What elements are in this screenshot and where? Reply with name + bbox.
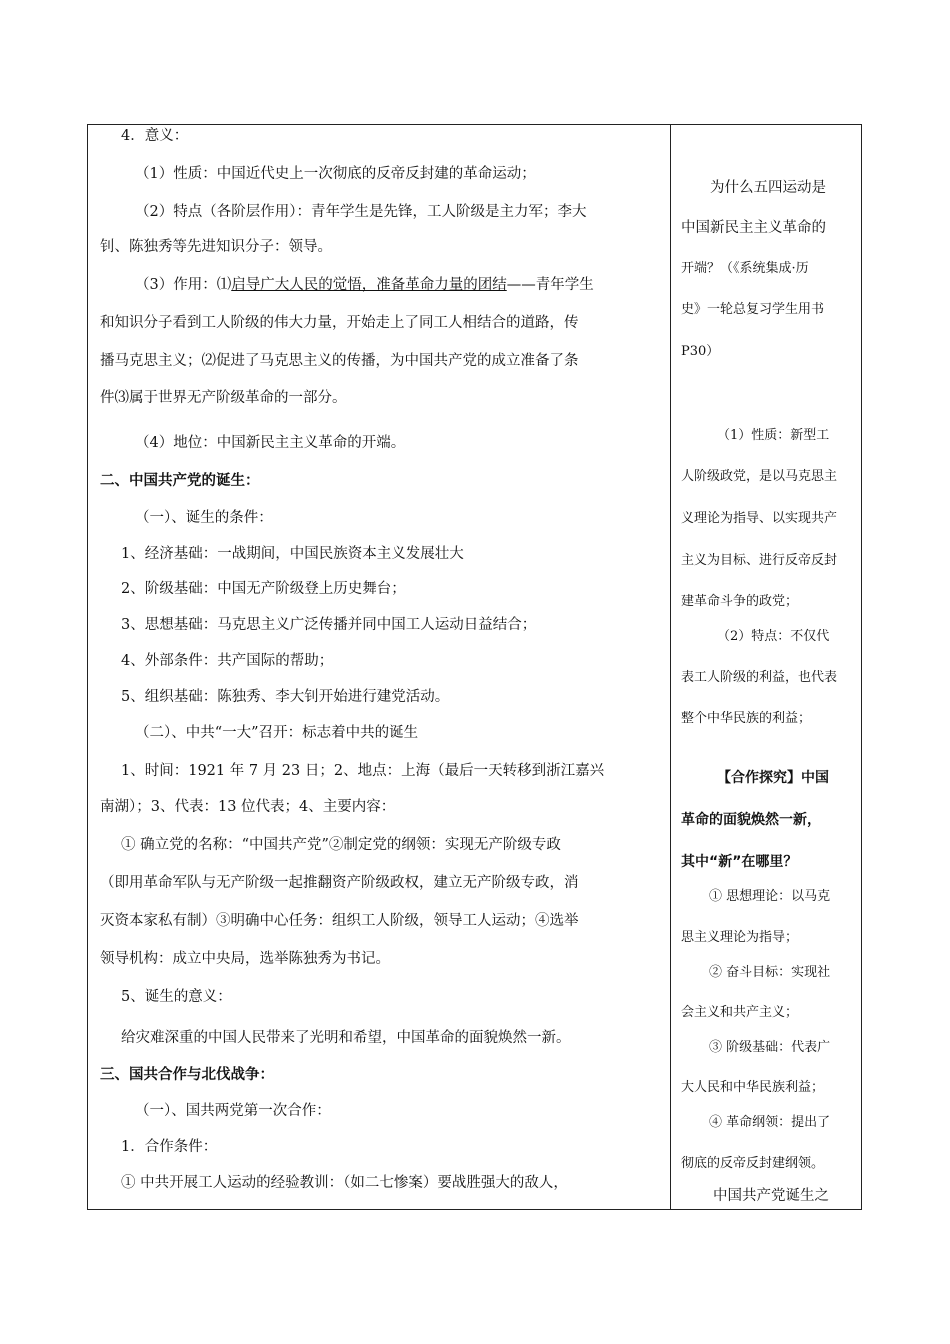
note-line: 思主义理论为指导； <box>681 930 799 945</box>
text-line: 灭资本家私有制）③明确中心任务：组织工人阶级，领导工人运动；④选举 <box>100 913 579 929</box>
note-line: ① 思想理论：以马克 <box>709 889 831 904</box>
text-span: （3）作用：⑴ <box>135 277 232 293</box>
note-line: 义理论为指导、以实现共产 <box>681 511 838 526</box>
text-line: （4）地位：中国新民主主义革命的开端。 <box>135 435 406 451</box>
text-line: （即用革命军队与无产阶级一起推翻资产阶级政权，建立无产阶级专政，消 <box>100 875 579 891</box>
text-span: ——青年学生 <box>506 277 594 293</box>
text-line <box>135 275 594 295</box>
note-line: ④ 革命纲领：提出了 <box>709 1115 831 1130</box>
text-line: （一）、诞生的条件： <box>135 510 273 526</box>
text-line: 领导机构：成立中央局，选举陈独秀为书记。 <box>100 951 390 967</box>
note-line: （2）特点：不仅代 <box>717 629 830 644</box>
note-heading: 【合作探究】中国 <box>717 770 829 786</box>
note-line: 整个中华民族的利益； <box>681 711 812 726</box>
text-line: 播马克思主义；⑵促进了马克思主义的传播，为中国共产党的成立准备了条 <box>100 353 579 369</box>
text-line: 件⑶属于世界无产阶级革命的一部分。 <box>100 390 347 406</box>
text-line: 和知识分子看到工人阶级的伟大力量，开始走上了同工人相结合的道路，传 <box>100 315 579 331</box>
text-line: 南湖）；3、代表：13 位代表；4、主要内容： <box>100 799 396 815</box>
text-line: 2、阶级基础：中国无产阶级登上历史舞台； <box>121 581 406 597</box>
text-line: 3、思想基础：马克思主义广泛传播并同中国工人运动日益结合； <box>121 617 537 633</box>
text-line: （2）特点（各阶层作用）：青年学生是先锋，工人阶级是主力军；李大 <box>135 204 587 220</box>
note-line: 开端？（《系统集成·历 <box>681 261 809 276</box>
note-line: 中国共产党诞生之 <box>713 1188 829 1204</box>
note-line: 大人民和中华民族利益； <box>681 1080 825 1095</box>
section-heading: 三、国共合作与北伐战争： <box>100 1067 274 1083</box>
text-line: ① 确立党的名称：“中国共产党”②制定党的纲领：实现无产阶级专政 <box>121 837 561 853</box>
note-line: 表工人阶级的利益，也代表 <box>681 670 838 685</box>
note-line: （1）性质：新型工 <box>717 428 830 443</box>
text-line: 钊、陈独秀等先进知识分子：领导。 <box>100 239 332 255</box>
note-line: P30） <box>681 344 720 359</box>
text-line: （1）性质：中国近代史上一次彻底的反帝反封建的革命运动； <box>135 166 536 182</box>
text-line: （一）、国共两党第一次合作： <box>135 1103 331 1119</box>
note-line: ③ 阶级基础：代表广 <box>709 1040 831 1055</box>
note-line: 主义为目标、进行反帝反封 <box>681 553 838 568</box>
note-line: 会主义和共产主义； <box>681 1005 799 1020</box>
note-heading: 其中“新”在哪里？ <box>681 854 798 870</box>
note-line: 彻底的反帝反封建纲领。 <box>681 1156 825 1171</box>
underlined-phrase: 启导广大人民的觉悟，准备革命力量的团结 <box>231 277 507 293</box>
section-heading: 二、中国共产党的诞生： <box>100 473 260 489</box>
note-line: ② 奋斗目标：实现社 <box>709 965 831 980</box>
text-line: ① 中共开展工人运动的经验教训：（如二七惨案）要战胜强大的敌人， <box>121 1175 568 1191</box>
text-line: 1、经济基础：一战期间，中国民族资本主义发展壮大 <box>121 546 464 562</box>
text-line: 4、外部条件：共产国际的帮助； <box>121 653 334 669</box>
note-line: 中国新民主主义革命的 <box>681 220 826 236</box>
text-line: 4．意义： <box>121 128 189 144</box>
text-line: 1、时间：1921 年 7 月 23 日；2、地点：上海（最后一天转移到浙江嘉兴 <box>121 763 605 779</box>
text-line: 给灾难深重的中国人民带来了光明和希望，中国革命的面貌焕然一新。 <box>121 1030 571 1046</box>
text-line: 1．合作条件： <box>121 1139 218 1155</box>
note-heading: 革命的面貌焕然一新， <box>681 812 821 828</box>
text-line: （二）、中共“一大”召开：标志着中共的诞生 <box>135 725 419 741</box>
text-line: 5、诞生的意义： <box>121 989 232 1005</box>
note-line: 建革命斗争的政党； <box>681 594 799 609</box>
note-line: 史》一轮总复习学生用书 <box>681 302 825 317</box>
note-line: 人阶级政党，是以马克思主 <box>681 469 838 484</box>
text-line: 5、组织基础：陈独秀、李大钊开始进行建党活动。 <box>121 689 450 705</box>
column-divider <box>670 124 671 1210</box>
note-line: 为什么五四运动是 <box>710 180 826 196</box>
